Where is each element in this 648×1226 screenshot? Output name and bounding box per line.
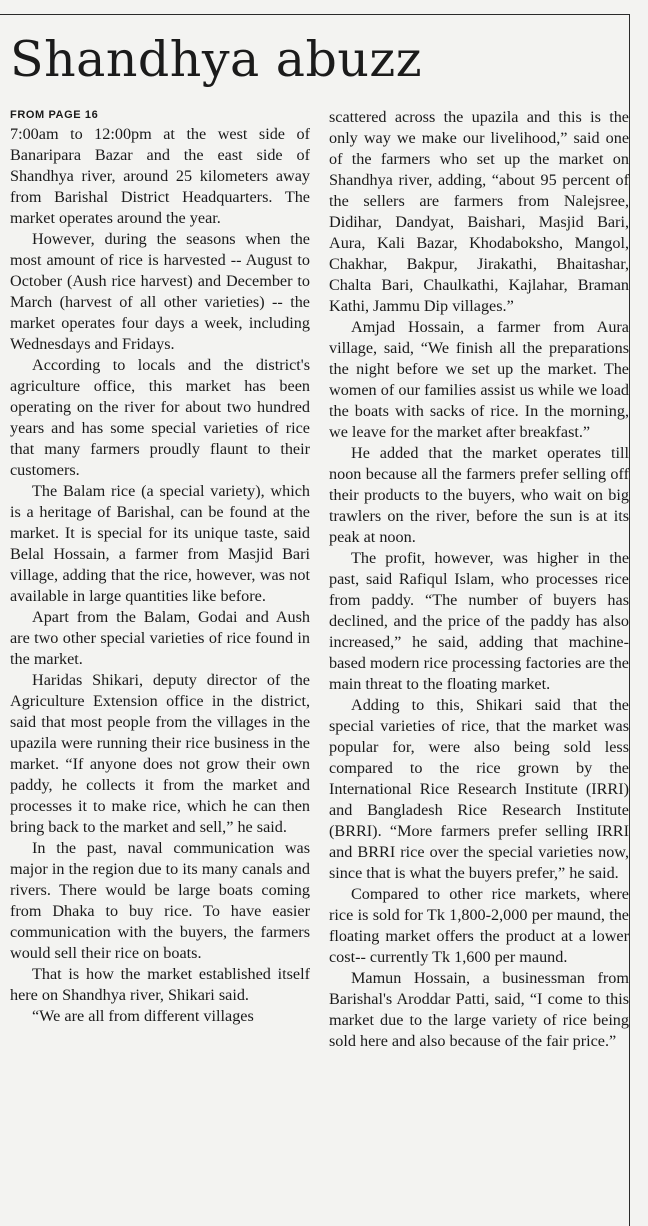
paragraph: “We are all from different villages: [32, 1007, 254, 1025]
paragraph: scattered across the upazila and this is the only way we make our livelihood,” said one of the farmers who set up the market on Shandhya river, adding, “about 95 percent of the sellers are farmers from Nalejsree, Didihar, Dandyat, Baishari, Masjid Bari, Aura, Kali Bazar, Khodaboksho, Mangol, Chakhar, Bakpur, Jirakathi, Bhaitashar, Chalta Bari, Chaulkathi, Kajlahar, Braman Kathi, Jammu Dip villages.”: [329, 108, 629, 315]
paragraph: That is how the market established itself here on Shandhya river, Shikari said.: [10, 965, 310, 1004]
paragraph: 7:00am to 12:00pm at the west side of Banaripara Bazar and the east side of Shandhya river, around 25 kilometers away from Barishal District Headquarters. The market operates around the year.: [10, 125, 310, 227]
paragraph: Haridas Shikari, deputy director of the Agriculture Extension office in the district, said that most people from the villages in the upazila were running their rice business in the market. “If anyone does not grow their own paddy, he collects it from the market and processes it to make rice, which he can then bring back to the market and sell,” he said.: [10, 671, 310, 836]
paragraph: Amjad Hossain, a farmer from Aura village, said, “We finish all the preparations the night before we set up the market. The women of our families assist us while we load the boats with sacks of rice. In the morning, we leave for the market after breakfast.”: [329, 318, 629, 441]
paragraph: Mamun Hossain, a businessman from Barishal's Aroddar Patti, said, “I come to this market due to the large variety of rice being sold here and also because of the fair price.”: [329, 969, 629, 1050]
paragraph: Compared to other rice markets, where rice is sold for Tk 1,800-2,000 per maund, the floating market offers the product at a lower cost-- currently Tk 1,600 per maund.: [329, 885, 629, 966]
paragraph: However, during the seasons when the most amount of rice is harvested -- August to October (Aush rice harvest) and December to March (harvest of all other varieties) -- the market operates four days a week, including Wednesdays and Fridays.: [10, 230, 310, 353]
paragraph: The profit, however, was higher in the past, said Rafiqul Islam, who processes rice from paddy. “The number of buyers has declined, and the price of the paddy has also increased,” he said, adding that machine-based modern rice processing factories are the main threat to the floating market.: [329, 549, 629, 693]
paragraph: Apart from the Balam, Godai and Aush are two other special varieties of rice found in the market.: [10, 608, 310, 668]
paragraph: He added that the market operates till noon because all the farmers prefer selling off their products to the buyers, who wait on big trawlers on the river, before the sun is at its peak at noon.: [329, 444, 629, 546]
headline: Shandhya abuzz: [10, 31, 423, 88]
right-column-rule: [629, 14, 630, 1226]
paragraph: According to locals and the district's agriculture office, this market has been operating on the river for about two hundred years and has some special varieties of rice that many farmers proudly flaunt to their customers.: [10, 356, 310, 479]
article-column-2: [329, 107, 629, 1222]
continued-from-label: FROM PAGE 16: [10, 109, 99, 121]
article-column-1: [10, 107, 310, 1222]
paragraph: The Balam rice (a special variety), which is a heritage of Barishal, can be found at the market. It is special for its unique taste, said Belal Hossain, a farmer from Masjid Bari village, adding that the rice, however, was not available in large quantities like before.: [10, 482, 310, 605]
paragraph: In the past, naval communication was major in the region due to its many canals and rivers. There would be large boats coming from Dhaka to buy rice. To have easier communication with the buyers, the farmers would sell their rice on boats.: [10, 839, 310, 962]
top-rule: [0, 14, 630, 15]
paragraph: Adding to this, Shikari said that the special varieties of rice, that the market was popular for, were also being sold less compared to the rice grown by the International Rice Research Institute (IRRI) and Bangladesh Rice Research Institute (BRRI). “More farmers prefer selling IRRI and BRRI rice over the special varieties now, since that is what the buyers prefer,” he said.: [329, 696, 629, 882]
